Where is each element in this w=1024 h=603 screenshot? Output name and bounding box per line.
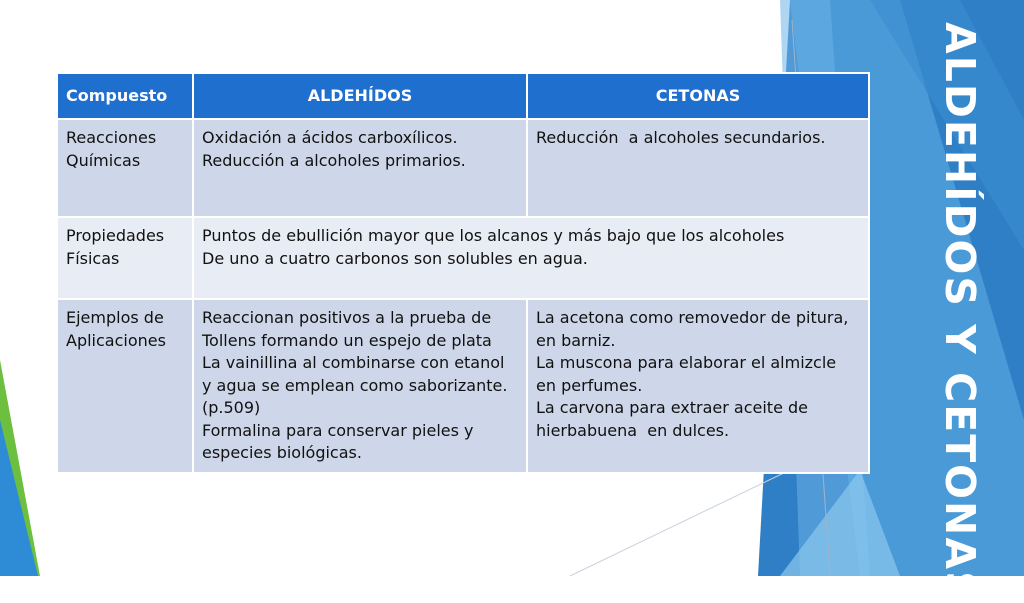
row-label-propiedades: Propiedades Físicas [57, 217, 193, 299]
cell-line: Reducción a alcoholes primarios. [202, 150, 466, 170]
row-label-reacciones: Reacciones Químicas [57, 119, 193, 217]
cell-line: Oxidación a ácidos carboxílicos. [202, 128, 458, 147]
comparison-table [56, 72, 870, 474]
cell-propiedades-shared [193, 217, 869, 299]
thin-line-2 [570, 470, 790, 576]
cell-line: La muscona para elaborar el almizcle en perfumes. [536, 353, 837, 395]
cell-aldehidos-reacciones [193, 119, 527, 217]
cell-line: Reaccionan positivos a la prueba de Tollens formando un espejo de plata [202, 308, 492, 350]
header-cetonas: CETONAS [527, 73, 869, 119]
cell-cetonas-reacciones [527, 119, 869, 217]
table-row-reacciones [57, 119, 869, 217]
table-row-propiedades [57, 217, 869, 299]
cell-line: Puntos de ebullición mayor que los alcanos y más bajo que los alcoholes [202, 226, 785, 245]
cell-line: La vainillina al combinarse con etanol y agua se emplean como saborizante. (p.509) [202, 353, 508, 417]
row-label-aplicaciones: Ejemplos de Aplicaciones [57, 299, 193, 473]
cell-line: La carvona para extraer aceite de hierbabuena en dulces. [536, 398, 814, 440]
cell-line: Reducción a alcoholes secundarios. [536, 128, 826, 147]
header-compuesto: Compuesto [57, 73, 193, 119]
cell-cetonas-aplicaciones [527, 299, 869, 473]
cell-line: De uno a cuatro carbonos son solubles en agua. [202, 248, 588, 268]
slide-title: ALDEHÍDOS Y CETONAS [936, 22, 984, 603]
cell-line: Formalina para conservar pieles y especies biológicas. [202, 420, 474, 462]
cell-aldehidos-aplicaciones [193, 299, 527, 473]
header-aldehidos: ALDEHÍDOS [193, 73, 527, 119]
table-row-aplicaciones [57, 299, 869, 473]
table-header-row [57, 73, 869, 119]
cell-line: La acetona como removedor de pitura, en barniz. [536, 308, 849, 350]
